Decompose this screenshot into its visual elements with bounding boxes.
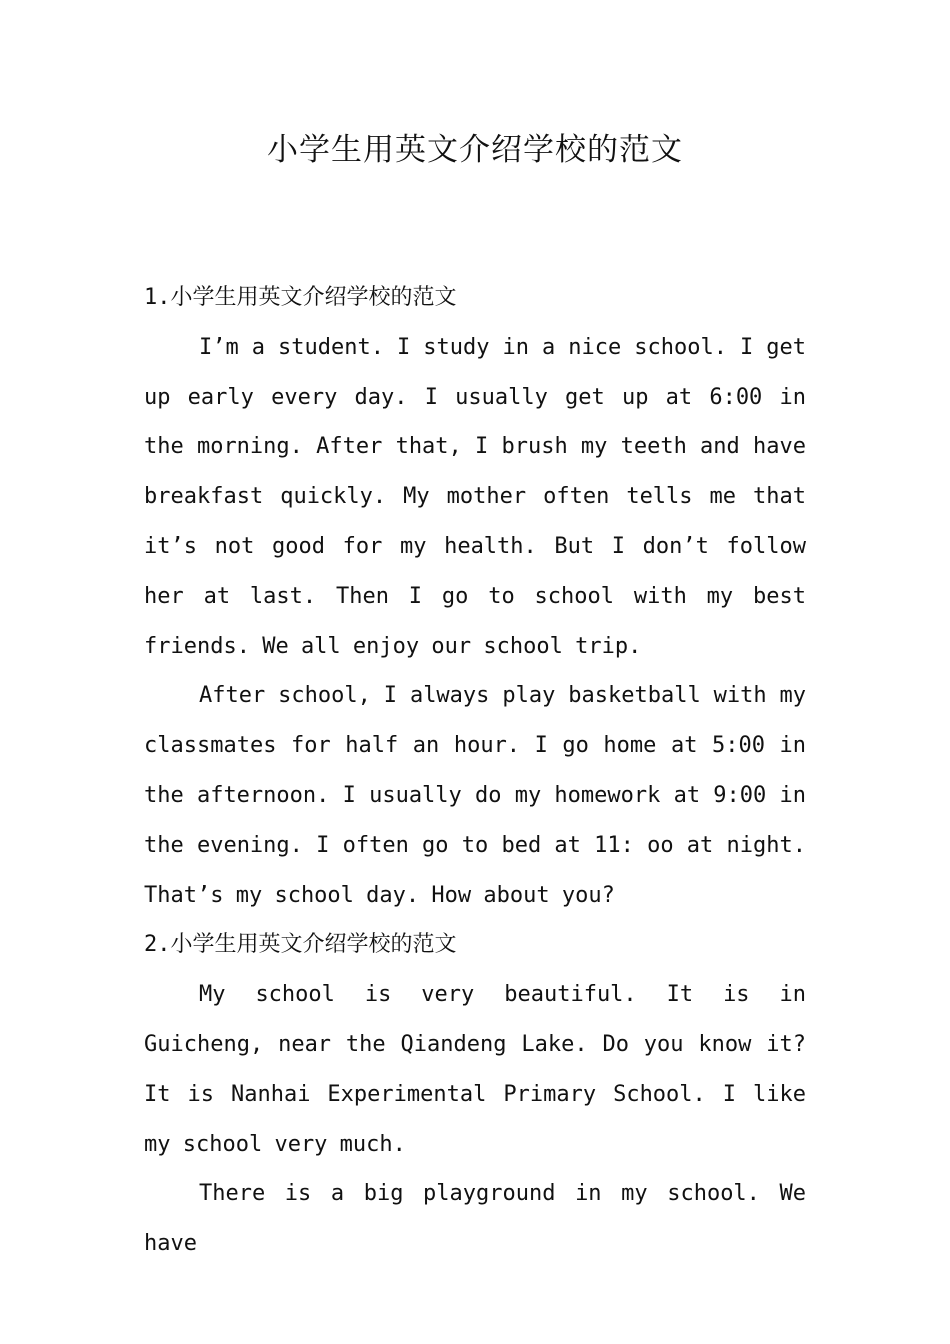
section-2-paragraph-2: There is a big playground in my school. We have	[144, 1181, 806, 1257]
document-title: 小学生用英文介绍学校的范文	[267, 132, 683, 168]
document-body	[144, 273, 806, 1269]
section-1-paragraph-1: I’m a student. I study in a nice school. I get up early every day. I usually get up at 6:00 in the morning. After that, I brush my teeth and have breakfast quickly. My mother often tells me that it’s not good for my health. But I don’t follow her at last. Then I go to school with my best friends. We all enjoy our school trip.	[144, 334, 806, 659]
section-heading-1: 1.小学生用英文介绍学校的范文	[144, 285, 457, 310]
section-2-paragraph-1: My school is very beautiful. It is in Guicheng, near the Qiandeng Lake. Do you know it? It is Nanhai Experimental Primary School. I like my school very much.	[144, 982, 806, 1157]
section-1-paragraph-2: After school, I always play basketball with my classmates for half an hour. I go home at 5:00 in the afternoon. I usually do my homework at 9:00 in the evening. I often go to bed at 11: oo at night. That’s my school day. How about you?	[144, 683, 806, 908]
section-heading-2: 2.小学生用英文介绍学校的范文	[144, 932, 457, 958]
